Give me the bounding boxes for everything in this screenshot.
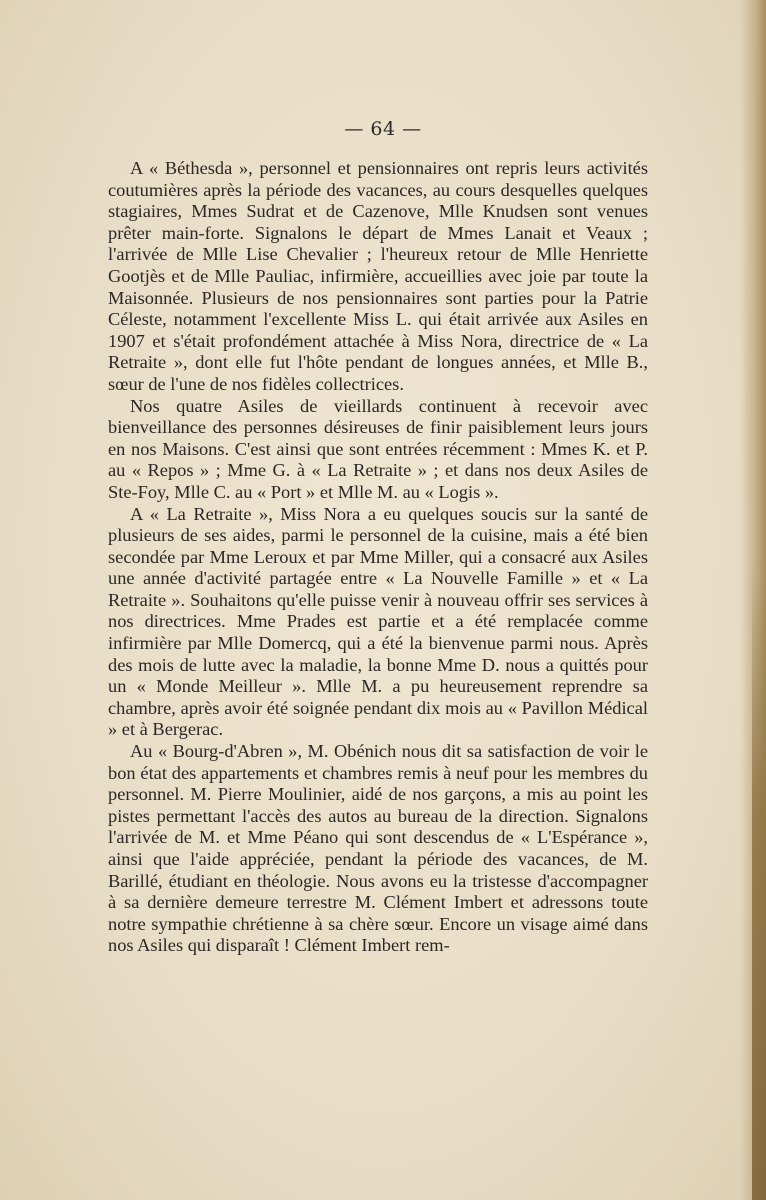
paragraph-asiles: Nos quatre Asiles de vieillards continuent à recevoir avec bienveillance des personnes désireuses de finir paisiblement leurs jours en nos Maisons. C'est ainsi que sont entrées récemment : Mmes K. et P. au « Repos » ; Mme G. à « La Retraite » ; et dans nos deux Asiles de Ste-Foy, Mlle C. au « Port » et Mlle M. au « Logis ».: [108, 395, 648, 502]
paragraph-bourg-dabren: Au « Bourg-d'Abren », M. Obénich nous dit sa satisfaction de voir le bon état des appartements et chambres remis à neuf pour les membres du personnel. M. Pierre Moulinier, aidé de nos garçons, a mis au point les pistes permettant l'accès des autos au bureau de la direction. Signalons l'arrivée de M. et Mme Péano qui sont descendus de « L'Espérance », ainsi que l'aide appréciée, pendant la période des vacances, de M. Barillé, étudiant en théologie. Nous avons eu la tristesse d'accompagner à sa dernière demeure terrestre M. Clément Imbert et adressons toute notre sympathie chrétienne à sa chère sœur. Encore un visage aimé dans nos Asiles qui disparaît ! Clément Imbert rem-: [108, 741, 648, 956]
page-number: — 64 —: [344, 118, 422, 140]
page-edge-stain: [752, 560, 766, 1200]
body-text: [108, 158, 648, 957]
paragraph-la-retraite: A « La Retraite », Miss Nora a eu quelques soucis sur la santé de plusieurs de ses aides, parmi le personnel de la cuisine, mais a été bien secondée par Mme Leroux et par Mme Miller, qui a consacré aux Asiles une année d'activité partagée entre « La Nouvelle Famille » et « La Retraite ». Souhaitons qu'elle puisse venir à nouveau offrir ses services à nos directrices. Mme Prades est partie et a été remplacée comme infirmière par Mlle Domercq, qui a été la bienvenue parmi nous. Après des mois de lutte avec la maladie, la bonne Mme D. nous a quittés pour un « Monde Meilleur ». Mlle M. a pu heureusement reprendre sa chambre, après avoir été soignée pendant dix mois au « Pavillon Médical » et à Bergerac.: [108, 503, 648, 740]
paragraph-bethesda: A « Béthesda », personnel et pensionnaires ont repris leurs activités coutumières après la période des vacances, au cours desquelles quelques stagiaires, Mmes Sudrat et de Cazenove, Mlle Knudsen sont venues prêter main-forte. Signalons le départ de Mmes Lanait et Veaux ; l'arrivée de Mlle Lise Chevalier ; l'heureux retour de Mlle Henriette Gootjès et de Mlle Pauliac, infirmière, accueillies avec joie par toute la Maisonnée. Plusieurs de nos pensionnaires sont parties pour la Patrie Céleste, notamment l'excellente Miss L. qui était arrivée aux Asiles en 1907 et s'était profondément attachée à Miss Nora, directrice de « La Retraite », dont elle fut l'hôte pendant de longues années, et Mlle B., sœur de l'une de nos fidèles collectrices.: [108, 158, 648, 394]
